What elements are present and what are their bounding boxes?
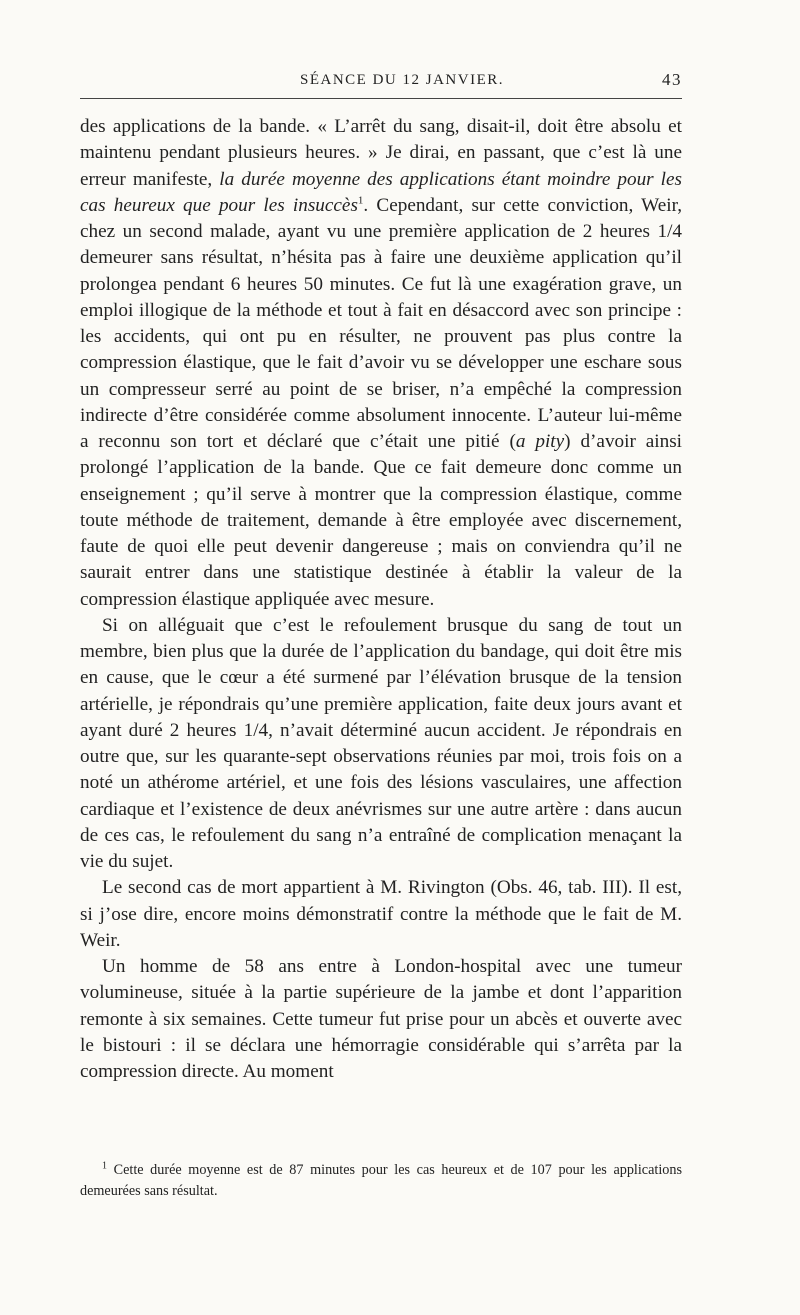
text-run: Le second cas de mort appartient à M. Rivington (Obs. 46, tab. III). Il est, si j’ose dire, encore moins démonstratif contre la méthode que le fait de M. Weir. (80, 877, 682, 951)
text-run: des applications de la bande. « L’arrêt du sang, disait-il, doit être absolu et maintenu pendant plusieurs heures. » Je dirai, en passant, que c’est là une erreur manifeste, (80, 116, 682, 190)
paragraph (80, 954, 682, 1085)
page-number: 43 (662, 70, 682, 89)
footnote-ref: 1 (357, 194, 364, 207)
italic-text: a pity (515, 431, 565, 452)
paragraph (80, 875, 682, 954)
paragraph (80, 114, 682, 613)
text-run: ) d’avoir ainsi prolongé l’application de la bande. Que ce fait demeure donc comme un enseignement ; qu’il serve à montrer que la compression élastique, comme toute méthode de traitement, demande à être employée avec discernement, faute de quoi elle peut devenir dangereuse ; mais on conviendra qu’il ne saurait entrer dans une statistique destinée à établir la valeur de la compression élastique appliquée avec mesure. (80, 431, 683, 610)
running-header (80, 64, 682, 92)
footnote (80, 1160, 682, 1202)
running-title: SÉANCE DU 12 JANVIER. (300, 72, 504, 88)
footnote-text: Cette durée moyenne est de 87 minutes pour les cas heureux et de 107 pour les applications demeurées sans résultat. (80, 1162, 682, 1199)
header-rule (80, 98, 682, 99)
paragraph (80, 613, 682, 876)
footnote-marker: 1 (102, 1160, 107, 1172)
text-run: Un homme de 58 ans entre à London-hospital avec une tumeur volumineuse, située à la partie supérieure de la jambe et dont l’apparition remonte à six semaines. Cette tumeur fut prise pour un abcès et ouverte avec le bistouri : il se déclara une hémorragie considérable qui s’arrêta par la compression directe. Au moment (80, 956, 682, 1082)
text-run: Si on alléguait que c’est le refoulement brusque du sang de tout un membre, bien plus que la durée de l’application du bandage, qui doit être mis en cause, que le cœur a été surmené par l’élévation brusque de la tension artérielle, je répondrais qu’une première application, faite deux jours avant et ayant duré 2 heures 1/4, n’avait déterminé aucun accident. Je répondrais en outre que, sur les quarante-sept observations réunies par moi, trois fois on a noté un athérome artériel, et une fois des lésions vasculaires, une affection cardiaque et l’existence de deux anévrismes sur une autre artère : dans aucun de ces cas, le refoulement du sang n’a entraîné de complication menaçant la vie du sujet. (80, 614, 682, 872)
text-run: . Cependant, sur cette conviction, Weir, chez un second malade, ayant vu une première application de 2 heures 1/4 demeurer sans résultat, n’hésita pas à faire une deuxième application qu’il prolongea pendant 6 heures 50 minutes. Ce fut là une exagération grave, un emploi illogique de la méthode et tout à fait en désaccord avec son principe : les accidents, qui ont pu en résulter, ne prouvent pas plus contre la compression élastique, que le fait d’avoir vu se développer une eschare sous un compresseur serré au point de se briser, n’a empêché la compression indirecte d’être considérée comme absolument innocente. L’auteur lui-même a reconnu son tort et déclaré que c’était une pitié ( (80, 194, 682, 452)
italic-text: la durée moyenne des applications étant moindre pour les cas heureux que pour les insuccès (80, 168, 682, 216)
body-text (80, 114, 682, 1085)
